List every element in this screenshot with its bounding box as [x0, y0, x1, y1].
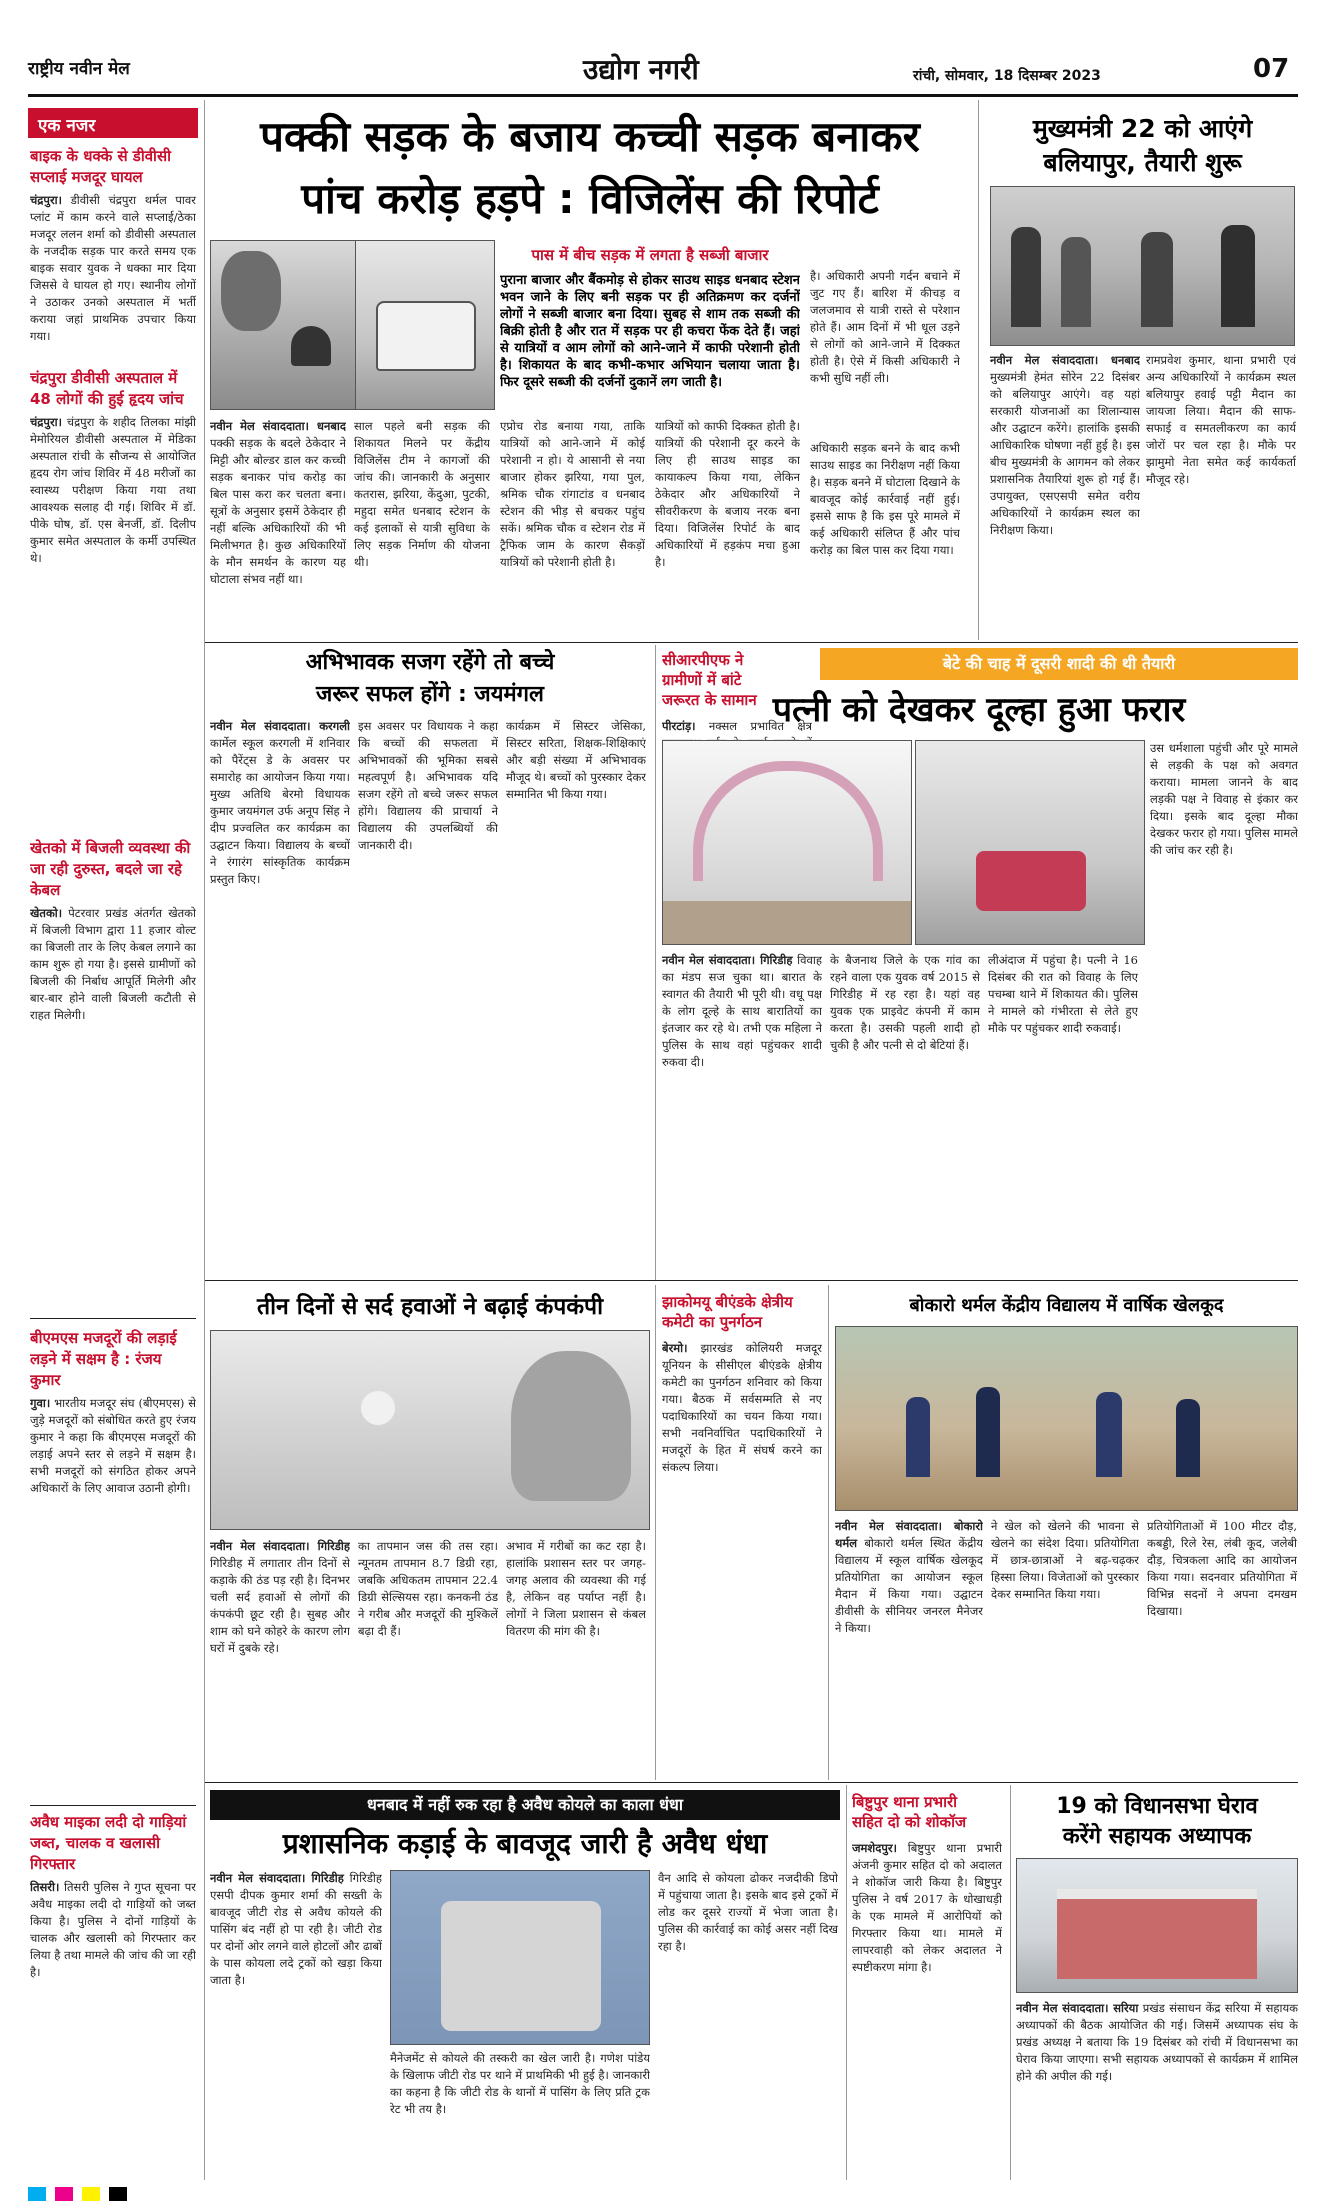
teachers-headline: करेंगे सहायक अध्यापक [1062, 1824, 1252, 1849]
parents-headline-2: जरूर सफल होंगे : जयमंगल [316, 682, 544, 707]
page-number: 07 [1253, 54, 1290, 84]
paper-logo: राष्ट्रीय नवीन मेल [28, 59, 130, 79]
cold-column: का तापमान जस की तस रहा। न्यूनतम तापमान 8.7 डिग्री रहा, जबकि अधिकतम तापमान 22.4 डिग्री सेल्सियस रहा। कनकनी ठंड ने गरीब और मजदूरों की मुश्किलें बढ़ा दी हैं। [358, 1539, 498, 1638]
people-shape [1011, 227, 1041, 327]
sidebar-item-title: बाइक के धक्के से डीवीसी सप्लाई मजदूर घायल [30, 147, 171, 186]
building-shape [1057, 1889, 1257, 1979]
lead-column: नवीन मेल संवाददाता। धनबाद पक्की सड़क के बदले ठेकेदार ने मिट्टी और बोल्डर डाल कर कच्ची सड़क बनाकर पांच करोड़ का बिल पास करा कर चलता बना। सूत्रों के अनुसार इसमें ठेकेदार ही नहीं बल्कि अधिकारियों की भी मिलीभगत है। कुछ अधिकारियों के मौन समर्थन के कारण यह घोटाला संभव नहीं था। [210, 419, 346, 586]
cm-headline-2: बलियापुर, तैयारी शुरू [1043, 148, 1242, 177]
bistupur-column: जमशेदपुर। बिष्टुपुर थाना प्रभारी अंजनी कुमार सहित दो को अदालत ने शोकॉज जारी किया है। बिष्टुपुर पुलिस ने वर्ष 2017 के धोखाधड़ी के एक मामले में आरोपियों को गिरफ्तार किया था। मामले में लापरवाही को लेकर अदालत ने स्पष्टीकरण मांगा है। [852, 1841, 1002, 1974]
banner-strip: बेटे की चाह में दूसरी शादी की थी तैयारी [820, 648, 1298, 680]
sidebar-item-body: खेतको। पेटरवार प्रखंड अंतर्गत खेतको में बिजली विभाग द्वारा 11 हजार वोल्ट का बिजली तार के लिए केबल लगाने का काम शुरू हो गया है। इससे ग्रामीणों को बिजली की निर्बाध आपूर्ति मिलेगी और बार-बार होने वाली बिजली कटौती से राहत मिलेगी। [30, 906, 196, 1022]
cold-column: अभाव में गरीबों का कट रहा है। हालांकि प्रशासन स्तर पर जगह-जगह अलाव की व्यवस्था की गई है, लेकिन वह पर्याप्त नहीं है। लोगों ने जिला प्रशासन से कंबल वितरण की मांग की है। [506, 1539, 646, 1638]
column-rule [978, 100, 979, 640]
color-swatch [109, 2187, 127, 2201]
sun-shape [361, 1391, 395, 1425]
registration-marks [28, 2186, 1298, 2200]
jhakomyu-column: बेरमो। झारखंड कोलियरी मजदूर यूनियन के सीसीएल बीएंडके क्षेत्रीय कमेटी का पुनर्गठन शनिवार को किया गया। बैठक में सर्वसम्मति से नए पदाधिकारियों का चयन किया गया। सभी नवनिर्वाचित पदाधिकारियों ने मजदूरों के हित में संघर्ष करने का संकल्प लिया। [662, 1341, 822, 1474]
people-shape [1221, 225, 1255, 327]
car-shape [376, 301, 476, 371]
lead-column: अधिकारी सड़क बनने के बाद कभी साउथ साइड का निरीक्षण नहीं किया है। सड़क बनने में घोटाला दिखाने के बावजूद कोई कार्रवाई नहीं हुई। इससे साफ है कि इस पूरे मामले में कई अधिकारी संलिप्त हैं और पांच करोड़ का बिल पास कर दिया गया। [810, 441, 960, 557]
player-shape [906, 1397, 930, 1477]
sidebar-item-title: अवैध माइका लदी दो गाड़ियां जब्त, चालक व खलासी गिरफ्तार [30, 1813, 187, 1873]
column-rule [655, 645, 656, 1280]
coal-headline: प्रशासनिक कड़ाई के बावजूद जारी है अवैध धंधा [282, 1827, 768, 1860]
chair-shape [976, 851, 1086, 911]
kabaddi-column: प्रतियोगिताओं में 100 मीटर दौड़, कबड्डी, रिले रेस, लंबी कूद, जलेबी दौड़, चित्रकला आदि का आयोजन किया गया। सदनवार प्रतियोगिता में विभिन्न सदनों ने अपना दमखम दिखाया। [1147, 1519, 1297, 1618]
groom-photo-mandap [662, 740, 912, 945]
crpf-column: पीरटांड़। नक्सल प्रभावित क्षेत्र [662, 719, 812, 733]
divider [205, 642, 1298, 643]
masthead [28, 50, 1298, 95]
cm-column: रामप्रवेश कुमार, थाना प्रभारी एवं अन्य अधिकारियों ने कार्यक्रम स्थल बलियापुर हवाई पट्टी मैदान का जायजा लिया। मैदान की साफ-सफाई व समतलीकरण का कार्य जोरों पर चल रहा है। मौके पर झामुमो नेता समेत कई कार्यकर्ता मौजूद रहे। [1146, 353, 1296, 486]
lead-headline-1: पक्की सड़क के बजाय कच्ची सड़क बनाकर [260, 112, 920, 161]
lead-photo-car [355, 240, 495, 410]
section-title: उद्योग नगरी [583, 53, 699, 86]
tree-shape [221, 251, 281, 331]
crpf-headline: सीआरपीएफ ने [662, 651, 744, 669]
sidebar-item-title: बीएमएस मजदूरों की लड़ाई लड़ने में सक्षम है : रंजय कुमार [30, 1329, 177, 1389]
coal-column: मैनेजमेंट से कोयले की तस्करी का खेल जारी है। गणेश पांडेय के खिलाफ जीटी रोड पर थाने में प्राथमिकी भी हुई है। जानकारी का कहना है कि जीटी रोड के थानों में पासिंग के लिए प्रति ट्रक रेट भी तय है। [390, 2051, 650, 2116]
sidebar-item-title: खेतको में बिजली व्यवस्था की जा रही दुरुस्त, बदले जा रहे केबल [30, 839, 191, 899]
teachers-photo [1016, 1858, 1298, 1993]
cold-column: नवीन मेल संवाददाता। गिरिडीह गिरिडीह में लगातार तीन दिनों से कड़ाके की ठंड पड़ रही है। दिनभर चली सर्द हवाओं से लोगों की कंपकंपी छूट रही है। सुबह और शाम को घने कोहरे के कारण लोग घरों में दुबके रहे। [210, 1539, 350, 1655]
divider [30, 1318, 196, 1319]
kabaddi-headline: बोकारो थर्मल केंद्रीय विद्यालय में वार्षिक खेलकूद [909, 1295, 1224, 1316]
lead-headline-2: पांच करोड़ हड़पे : विजिलेंस की रिपोर्ट [301, 174, 879, 223]
people-shape [1061, 237, 1091, 327]
masthead-rule [28, 94, 1298, 97]
column-rule [828, 1285, 829, 1780]
column-rule [1010, 1785, 1011, 2180]
cold-photo-fog [210, 1330, 650, 1530]
flower-arch-shape [693, 761, 883, 881]
sidebar-item [30, 1812, 196, 2179]
crpf-headline: जरूरत के सामान [662, 691, 757, 709]
groom-column: लीअंदाज में पहुंचा है। पत्नी ने 16 दिसंबर की रात को विवाह के लिए पचम्बा थाने में शिकायत की। पुलिस ने मामले को गंभीरता से लेते हुए मौके पर पहुंचकर शादी रुकवाई। [988, 953, 1138, 1035]
groom-column: नवीन मेल संवाददाता। गिरिडीह विवाह का मंडप सज चुका था। बारात के स्वागत की तैयारी भी पूरी थी। वधू पक्ष के लोग दूल्हे के साथ बारातियों का इंतजार कर रहे थे। तभी एक महिला ने पुलिस के साथ वहां पहुंचकर शादी रुकवा दी। [662, 953, 822, 1069]
sidebar-item-body: तिसरी। तिसरी पुलिस ने गुप्त सूचना पर अवैध माइका लदी दो गाड़ियों को जब्त किया है। पुलिस ने दोनों गाड़ियों के चालक और खलासी को गिरफ्तार कर लिया है तथा मामले की जांच की जा रही है। [30, 1880, 196, 1979]
coal-photo-truck [390, 1870, 650, 2045]
cm-photo [990, 186, 1295, 346]
lead-column: एप्रोच रोड बनाया गया, ताकि यात्रियों को आने-जाने में कोई परेशानी न हो। ये आसानी से नया बाजार होकर झरिया, गया पुल, श्रमिक चौक रांगाटांड व धनबाद स्टेशन की भीड़ से बचकर पहुंच सकें। श्रमिक चौक व स्टेशन रोड में ट्रैफिक जाम के कारण सैकड़ों यात्रियों को परेशानी होती है। [500, 419, 645, 569]
lead-subhead: पास में बीच सड़क में लगता है सब्जी बाजार [531, 246, 769, 264]
color-swatch [28, 2187, 46, 2201]
sidebar-item [30, 146, 196, 402]
jhakomyu-headline: झाकोमयू बीएंडके क्षेत्रीय [662, 1293, 793, 1311]
coal-kicker: धनबाद में नहीं रुक रहा है अवैध कोयले का काला धंधा [210, 1790, 840, 1820]
player-shape [1096, 1392, 1122, 1477]
coal-sacks-shape [441, 1901, 601, 2031]
lead-column: यात्रियों को काफी दिक्कत होती है। यात्रियों की परेशानी दूर करने के लिए ही साउथ साइड का कायाकल्प किया गया, लेकिन ठेकेदार और अधिकारियों ने सीवरीकरण के बजाय नरक बना दिया। विजिलेंस रिपोर्ट के बाद अधिकारियों में हड़कंप मचा हुआ है। [655, 419, 800, 569]
groom-column: उस धर्मशाला पहुंची और पूरे मामले से लड़की के पक्ष को अवगत कराया। मामला जानने के बाद लड़की पक्ष ने विवाह से इंकार कर दिया। इसके बाद दूल्हा मौका देखकर फरार हो गया। पुलिस मामले की जांच कर रही है। [1150, 741, 1298, 857]
bistupur-headline: बिष्टुपुर थाना प्रभारी [852, 1793, 957, 1811]
column-rule [655, 1285, 656, 1780]
tree-shape [511, 1351, 631, 1501]
lead-pull-quote: पुराना बाजार और बैंकमोड़ से होकर साउथ साइड धनबाद स्टेशन भवन जाने के लिए बनी सड़क पर ही अतिक्रमण कर दर्जनों लोगों ने सब्जी बाजार बना दिया। सुबह से शाम तक सब्जी की बिक्री होती है और रात में सड़क पर ही कचरा फेंक देते हैं। जहां से यात्रियों व आम लोगों को आने-जाने में काफी परेशानी होती है। शिकायत के बाद कभी-कभार अभियान चलाया जाता है। फिर दूसरे सब्जी की दर्जनों दुकानें लग जाती है। [500, 273, 800, 390]
groom-photo-hall [915, 740, 1145, 945]
groom-headline: पत्नी को देखकर दूल्हा हुआ फरार [772, 690, 1186, 730]
kabaddi-photo [835, 1326, 1298, 1511]
crpf-headline: ग्रामीणों में बांटे [662, 671, 742, 689]
player-shape [1176, 1399, 1200, 1477]
groom-column: के बैजनाथ जिले के एक गांव का रहने वाला एक युवक वर्ष 2015 से गिरिडीह में रह रहा है। यहां वह युवक एक प्राइवेट कंपनी में काम करता है। उसकी पहली शादी हो चुकी है और पत्नी से दो बेटियां हैं। [830, 953, 980, 1052]
kabaddi-column: नवीन मेल संवाददाता। बोकारो थर्मल बोकारो थर्मल स्थित केंद्रीय विद्यालय में स्कूल वार्षिक खेलकूद प्रतियोगिता का आयोजन स्कूल मैदान में किया गया। उद्घाटन डीवीसी के सीनियर जनरल मैनेजर ने किया। [835, 1519, 983, 1635]
parents-column: कार्यक्रम में सिस्टर जेसिका, सिस्टर सरिता, शिक्षक-शिक्षिकाएं और बड़ी संख्या में अभिभावक मौजूद थे। बच्चों को पुरस्कार देकर सम्मानित भी किया गया। [506, 719, 646, 801]
floor-shape [663, 901, 912, 945]
sidebar-item-body: चंद्रपुरा। चंद्रपुरा के शहीद तिलका मांझी मेमोरियल डीवीसी अस्पताल में मेडिका अस्पताल रांची के सौजन्य से आयोजित हृदय रोग जांच शिविर में 48 मरीजों का स्वास्थ्य परीक्षण किया गया तथा आवश्यक सलाह दी गई। शिविर में डॉ. पीके घोष, डॉ. एस बेनर्जी, डॉ. दिलीप कुमार समेत अस्पताल के कर्मी उपस्थित थे। [30, 415, 196, 565]
divider [205, 1782, 1298, 1783]
divider [205, 1280, 1298, 1281]
dateline: रांची, सोमवार, 18 दिसम्बर 2023 [913, 68, 1101, 84]
sidebar-item-body: गुवा। भारतीय मजदूर संघ (बीएमएस) से जुड़े मजदूरों को संबोधित करते हुए रंजय कुमार ने कहा कि बीएमएस मजदूरों की लड़ाई अपने स्तर से लड़ने में सक्षम है। सभी मजदूरों को संगठित होकर अपने अधिकारों के लिए आवाज उठानी होगी। [30, 1396, 196, 1495]
teachers-column: नवीन मेल संवाददाता। सरिया प्रखंड संसाधन केंद्र सरिया में सहायक अध्यापकों की बैठक आयोजित की गई। जिसमें अध्यापक संघ के प्रखंड अध्यक्ष ने बताया कि 19 दिसंबर को रांची में विधानसभा का घेराव किया जाएगा। सभी सहायक अध्यापकों से कार्यक्रम में शामिल होने की अपील की गई। [1016, 2001, 1298, 2083]
bistupur-headline: सहित दो को शोकॉज [852, 1813, 967, 1831]
sidebar-item [30, 1328, 196, 1775]
people-shape [1141, 232, 1173, 327]
coal-column: वैन आदि से कोयला ढोकर नजदीकी डिपो में पहुंचाया जाता है। इसके बाद इसे ट्रकों में लोड कर दूसरे राज्यों में भेजा जाता है। पुलिस की कार्रवाई का कोई असर नहीं दिख रहा है। [658, 1871, 838, 1953]
parents-column: नवीन मेल संवाददाता। करगली कार्मेल स्कूल करगली में शनिवार को पैरेंट्स डे के अवसर पर समारोह का आयोजन किया गया। मुख्य अतिथि बेरमो विधायक कुमार जयमंगल उर्फ अनूप सिंह ने दीप प्रज्वलित कर कार्यक्रम का उद्घाटन किया। विद्यालय के बच्चों ने रंगारंग सांस्कृतिक कार्यक्रम प्रस्तुत किए। [210, 719, 350, 886]
sidebar-rule [204, 100, 205, 2180]
player-shape [976, 1387, 1000, 1477]
jhakomyu-headline: कमेटी का पुनर्गठन [662, 1313, 763, 1331]
cm-column: नवीन मेल संवाददाता। धनबाद मुख्यमंत्री हेमंत सोरेन 22 दिसंबर को बलियापुर आएंगे। वह यहां सरकारी योजनाओं का शिलान्यास और उद्घाटन करेंगे। हालांकि इसकी आधिकारिक घोषणा नहीं हुई है। इस बीच मुख्यमंत्री के आगमन को लेकर प्रशासनिक तैयारियां शुरू हो गई हैं। उपायुक्त, एसएसपी समेत वरीय अधिकारियों ने कार्यक्रम स्थल का निरीक्षण किया। [990, 353, 1140, 537]
sidebar-item-title: चंद्रपुरा डीवीसी अस्पताल में 48 लोगों की हुई हृदय जांच [30, 369, 184, 408]
vehicle-shape [291, 326, 331, 366]
sidebar-item [30, 838, 196, 1315]
sidebar-item [30, 368, 196, 814]
parents-column: इस अवसर पर विधायक ने कहा कि बच्चों की सफलता में अभिभावकों की भूमिका सबसे महत्वपूर्ण है। अभिभावक यदि सजग रहेंगे तो बच्चे जरूर सफल होंगे। विद्यालय की प्राचार्या ने विद्यालय की उपलब्धियों की जानकारी दी। [358, 719, 498, 852]
teachers-headline: 19 को विधानसभा घेराव [1056, 1794, 1258, 1819]
divider [30, 1805, 196, 1806]
color-swatch [55, 2187, 73, 2201]
lead-column: है। अधिकारी अपनी गर्दन बचाने में जुट गए हैं। बारिश में कीचड़ व जलजमाव से यात्री रास्ते से परेशान होते हैं। आम दिनों में भी धूल उड़ने से लोगों को आने-जाने में दिक्कत होती है। ऐसे में किसी अधिकारी ने कभी सुधि नहीं ली। [810, 269, 960, 385]
coal-column: नवीन मेल संवाददाता। गिरिडीह गिरिडीह एसपी दीपक कुमार शर्मा की सख्ती के बावजूद जीटी रोड से अवैध कोयले की पासिंग बंद नहीं हो पा रही है। जीटी रोड पर दोनों ओर लगने वाले होटलों और ढाबों के पास कोयला लदे ट्रकों को खड़ा किया जाता है। [210, 1871, 382, 1987]
cold-headline: तीन दिनों से सर्द हवाओं ने बढ़ाई कंपकंपी [256, 1294, 604, 1320]
parents-headline-1: अभिभावक सजग रहेंगे तो बच्चे [305, 650, 555, 675]
sidebar-label: एक नजर [28, 108, 198, 138]
lead-column: साल पहले बनी सड़क की शिकायत मिलने पर केंद्रीय विजिलेंस टीम ने कागजों की जांच की। जानकारी के अनुसार कतरास, झरिया, केंदुआ, पुटकी, महुदा समेत धनबाद स्टेशन के कई इलाकों से यात्री सुविधा के लिए सड़क निर्माण की योजना थी। [354, 419, 490, 569]
color-swatch [82, 2187, 100, 2201]
sidebar-item-body: चंद्रपुरा। डीवीसी चंद्रपुरा थर्मल पावर प्लांट में काम करने वाले सप्लाई/ठेका मजदूर ललन शर्मा को डीवीसी अस्पताल के नजदीक सड़क पार करते समय एक बाइक सवार युवक ने धक्का मार दिया जिससे वे घायल हो गए। स्थानीय लोगों ने उठाकर उनको अस्पताल में भर्ती कराया जहां प्राथमिक उपचार किया गया। [30, 193, 196, 343]
column-rule [846, 1785, 847, 2180]
cm-headline-1: मुख्यमंत्री 22 को आएंगे [1032, 114, 1253, 143]
kabaddi-column: ने खेल को खेलने की भावना से खेलने का संदेश दिया। प्रतियोगिता में छात्र-छात्राओं ने बढ़-चढ़कर हिस्सा लिया। विजेताओं को पुरस्कार देकर सम्मानित किया गया। [991, 1519, 1139, 1601]
